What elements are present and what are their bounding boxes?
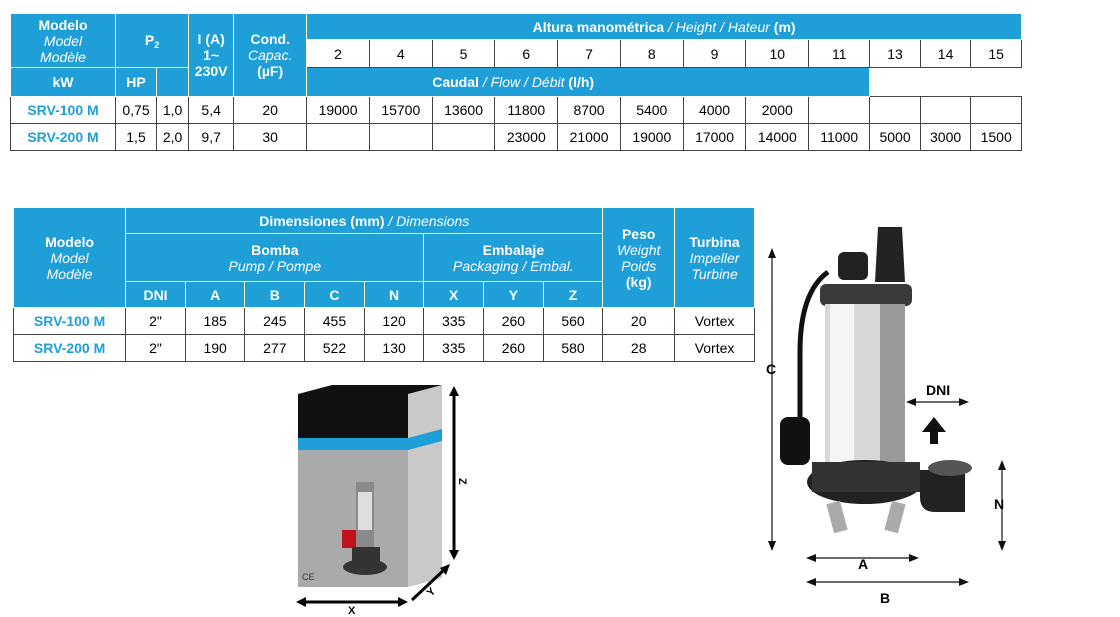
flow-value	[920, 97, 971, 124]
flow-value	[369, 124, 432, 151]
current-header-line1: I (A)	[197, 31, 225, 47]
cond-header-line1: Cond.	[250, 31, 290, 47]
modelo-header-es: Modelo	[45, 233, 95, 250]
y-value: 260	[484, 335, 544, 362]
flow-unit: (l/h)	[568, 74, 595, 90]
pump-illustration	[780, 227, 972, 533]
table-row	[11, 97, 1022, 124]
modelo-header-es: Modelo	[38, 16, 88, 33]
a-label: A	[858, 556, 869, 572]
height-value: 7	[558, 40, 621, 68]
current-header-line2: 1~	[203, 47, 220, 63]
b-value: 277	[245, 335, 305, 362]
performance-table	[10, 13, 1022, 151]
height-value: 6	[495, 40, 558, 68]
flow-value: 15700	[369, 97, 432, 124]
flow-arrow-icon	[922, 417, 946, 444]
c-value: 455	[305, 308, 365, 335]
dimensions-title-other: / Dimensions	[388, 212, 470, 229]
weight-value: 28	[603, 335, 675, 362]
x-value: 335	[424, 308, 484, 335]
height-value: 9	[683, 40, 746, 68]
pump-group-subtitle: Pump / Pompe	[228, 257, 322, 274]
kw-value: 1,5	[116, 124, 157, 151]
a-value: 185	[185, 308, 245, 335]
weight-header-en: Weight	[617, 241, 661, 258]
z-value: 560	[543, 308, 603, 335]
impeller-header-fr: Turbine	[691, 265, 738, 282]
pump-group-header	[126, 234, 424, 282]
y-label: Y	[424, 585, 439, 600]
height-unit: (m)	[773, 18, 796, 35]
height-value: 5	[432, 40, 495, 68]
height-value: 14	[920, 40, 971, 68]
x-value: 335	[424, 335, 484, 362]
dni-value: 2"	[126, 335, 186, 362]
model-name: SRV-100 M	[11, 97, 116, 124]
c-value: 522	[305, 335, 365, 362]
kw-value: 0,75	[116, 97, 157, 124]
impeller-header	[675, 208, 755, 308]
flow-value	[809, 97, 870, 124]
col-a: A	[185, 282, 245, 308]
flow-value	[432, 124, 495, 151]
height-value: 11	[809, 40, 870, 68]
z-label: Z	[456, 478, 468, 485]
cond-header-line2: Capac.	[247, 47, 293, 63]
y-value: 260	[484, 308, 544, 335]
impeller-value: Vortex	[675, 308, 755, 335]
col-x: X	[424, 282, 484, 308]
dimensions-title	[126, 208, 603, 234]
weight-header-es: Peso	[621, 225, 656, 242]
cond-header-line3: (µF)	[257, 63, 284, 79]
hp-value: 1,0	[157, 97, 189, 124]
flow-value: 3000	[920, 124, 971, 151]
flow-title-other: / Flow / Débit	[482, 74, 565, 90]
table-row	[14, 308, 755, 335]
box-blue-stripe	[298, 438, 408, 450]
packaging-group-subtitle: Packaging / Embal.	[453, 257, 574, 274]
flow-value: 4000	[683, 97, 746, 124]
modelo-header	[14, 208, 126, 308]
dimensions-title-es: Dimensiones (mm)	[259, 212, 385, 229]
cond-value: 20	[234, 97, 307, 124]
packaging-box-illustration	[290, 382, 480, 615]
flow-value: 17000	[683, 124, 746, 151]
flow-value: 8700	[558, 97, 621, 124]
flow-value: 5000	[870, 124, 921, 151]
flow-value	[870, 97, 921, 124]
flow-value: 21000	[558, 124, 621, 151]
pump-dimension-drawing	[760, 212, 1020, 612]
n-value: 120	[364, 308, 424, 335]
modelo-header-en: Model	[43, 32, 83, 49]
flow-value	[307, 124, 370, 151]
weight-header	[603, 208, 675, 308]
height-value: 2	[307, 40, 370, 68]
modelo-header-fr: Modèle	[46, 265, 93, 282]
c-label: C	[766, 361, 777, 377]
impeller-header-es: Turbina	[689, 233, 740, 250]
flow-value: 11000	[809, 124, 870, 151]
model-name: SRV-100 M	[14, 308, 126, 335]
dni-value: 2"	[126, 308, 186, 335]
height-value: 13	[870, 40, 921, 68]
model-name: SRV-200 M	[14, 335, 126, 362]
z-value: 580	[543, 335, 603, 362]
flow-value	[971, 97, 1022, 124]
flow-value: 14000	[746, 124, 809, 151]
height-value: 4	[369, 40, 432, 68]
height-title	[307, 14, 1022, 40]
n-value: 130	[364, 335, 424, 362]
packaging-group-header	[424, 234, 603, 282]
b-value: 245	[245, 308, 305, 335]
modelo-header-en: Model	[50, 249, 89, 266]
flow-value: 23000	[495, 124, 558, 151]
weight-header-fr: Poids	[621, 257, 657, 274]
flow-value: 19000	[307, 97, 370, 124]
flow-value: 19000	[620, 124, 683, 151]
ce-mark: CE	[302, 572, 315, 582]
height-title-other: / Height / Hateur	[667, 18, 770, 35]
current-value: 5,4	[189, 97, 234, 124]
col-n: N	[364, 282, 424, 308]
box-side	[408, 385, 442, 587]
impeller-value: Vortex	[675, 335, 755, 362]
flow-value: 13600	[432, 97, 495, 124]
flow-value: 11800	[495, 97, 558, 124]
flow-value: 1500	[971, 124, 1022, 151]
height-value: 10	[746, 40, 809, 68]
current-header-line3: 230V	[194, 63, 228, 79]
col-z: Z	[543, 282, 603, 308]
weight-value: 20	[603, 308, 675, 335]
packaging-group-title: Embalaje	[482, 241, 545, 258]
col-dni: DNI	[126, 282, 186, 308]
model-name: SRV-200 M	[11, 124, 116, 151]
p2-label: P	[144, 31, 155, 48]
col-c: C	[305, 282, 365, 308]
n-label: N	[994, 496, 1005, 512]
kw-header: kW	[11, 68, 116, 97]
height-value: 15	[971, 40, 1022, 68]
hp-header: HP	[116, 68, 157, 97]
height-value: 8	[620, 40, 683, 68]
height-title-es: Altura manométrica	[532, 18, 665, 35]
modelo-header	[11, 14, 116, 68]
flow-value: 5400	[620, 97, 683, 124]
table-row	[14, 335, 755, 362]
dimensions-table	[13, 207, 755, 362]
p2-subscript: 2	[154, 39, 160, 50]
a-value: 190	[185, 335, 245, 362]
b-label: B	[880, 590, 891, 606]
weight-unit: (kg)	[625, 273, 652, 290]
x-label: X	[348, 605, 356, 615]
impeller-header-en: Impeller	[689, 249, 740, 266]
col-b: B	[245, 282, 305, 308]
col-y: Y	[484, 282, 544, 308]
hp-value: 2,0	[157, 124, 189, 151]
dni-label: DNI	[926, 382, 951, 398]
modelo-header-fr: Modèle	[40, 48, 86, 65]
pump-group-title: Bomba	[251, 241, 299, 258]
flow-value: 2000	[746, 97, 809, 124]
current-value: 9,7	[189, 124, 234, 151]
table-row	[11, 124, 1022, 151]
p2-header	[116, 14, 189, 68]
flow-title-es: Caudal	[432, 74, 479, 90]
cond-value: 30	[234, 124, 307, 151]
